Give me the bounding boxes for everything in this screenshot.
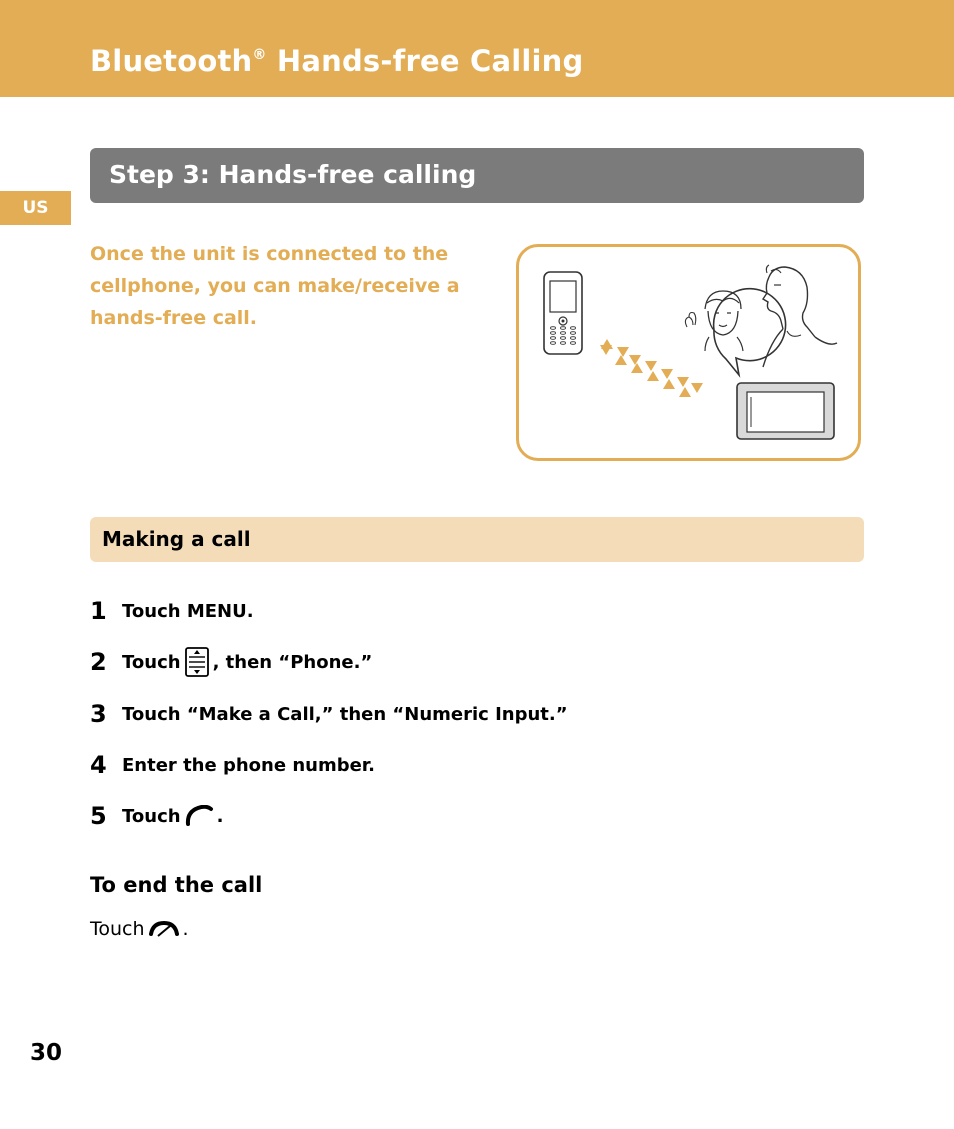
step-text: Touch “Make a Call,” then “Numeric Input.” [122,703,568,725]
caller-speech-bubble-icon [685,289,785,375]
step-text [122,647,372,677]
end-call-instruction [90,915,189,943]
language-tab: US [0,191,71,225]
step-text-before: Touch [122,651,181,673]
car-audio-unit-icon [737,383,834,439]
step-2 [90,645,372,679]
step-number: 5 [90,802,107,830]
step-number: 1 [90,597,107,625]
header-title-main: Bluetooth [90,44,253,78]
end-call-icon [148,920,180,938]
registered-mark: ® [252,47,267,63]
header-title-rest: Hands-free Calling [266,44,584,78]
menu-list-icon [184,647,210,677]
header-band [0,0,954,97]
step-1 [90,594,254,628]
intro-text: Once the unit is connected to the cellphone, you can make/receive a hands-free call. [90,243,460,329]
step-heading-bar [90,148,864,203]
signal-wave-icon [600,339,703,397]
end-call-text-after: . [182,918,189,940]
section-title: Making a call [102,527,251,551]
making-a-call-bar [90,517,864,562]
step-text: Touch MENU. [122,600,254,622]
step-4 [90,748,375,782]
step-number: 4 [90,751,107,779]
step-heading-title: Step 3: Hands-free calling [109,160,477,189]
end-call-heading: To end the call [90,873,263,897]
illustration-graphic [519,247,858,458]
cellphone-icon [544,272,582,354]
call-handset-icon [184,805,214,827]
end-call-text-before: Touch [90,918,145,940]
step-text: Enter the phone number. [122,754,375,776]
step-number: 3 [90,700,107,728]
step-number: 2 [90,648,107,676]
step-5 [90,799,223,833]
step-text-after: , then “Phone.” [212,651,373,673]
page-number: 30 [30,1040,63,1066]
page-header-title [90,44,583,78]
step-text [122,805,223,827]
step-text-before: Touch [122,805,181,827]
hands-free-illustration [516,244,861,461]
step-3 [90,697,568,731]
step-text-after: . [216,805,224,827]
